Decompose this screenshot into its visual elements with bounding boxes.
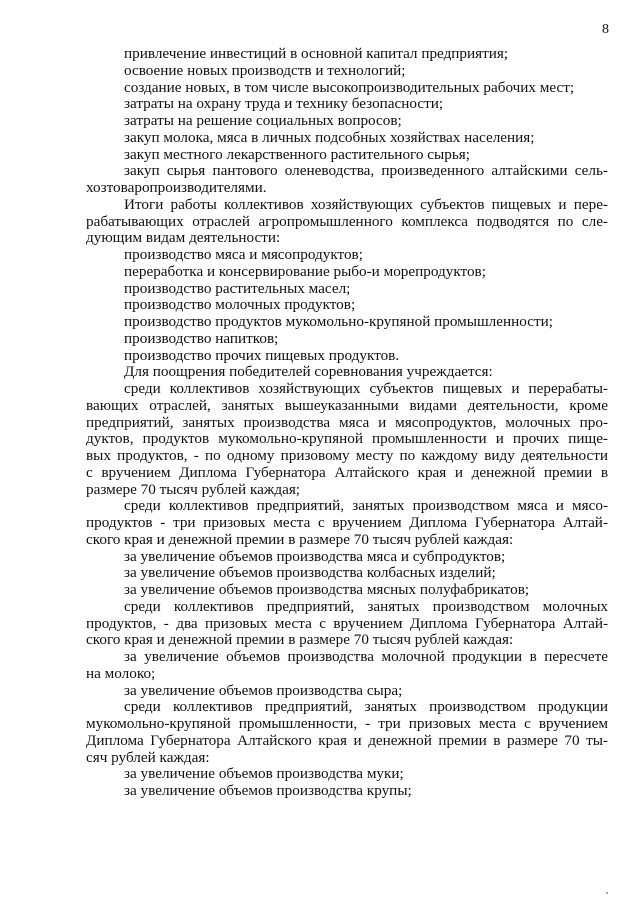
text-line: затраты на решение социальных вопросов; [124, 112, 402, 129]
text-line: среди коллективов предприятий, занятых производством молочных [124, 598, 608, 615]
text-line: ского края и денежной премии в размере 70 тысяч рублей каждая: [86, 530, 514, 548]
text-line: за увеличение объемов производства сыра; [124, 681, 403, 699]
text-line: закуп местного лекарственного растительного сырья; [124, 145, 470, 163]
text-line: на молоко; [86, 664, 156, 682]
text-line: Для поощрения победителей соревнования учреждается: [124, 363, 493, 381]
body-text [86, 46, 608, 800]
text-line: рабатывающих отраслей агропромышленного комплекса подводятся по сле- [86, 213, 608, 230]
text-line: производство молочных продуктов; [124, 296, 356, 314]
page-number: 8 [602, 22, 609, 37]
text-line: производство прочих пищевых продуктов. [124, 346, 400, 364]
text-line: за увеличение объемов производства крупы; [124, 782, 412, 799]
text-line: Диплома Губернатора Алтайского края и денежной премии в размере 70 ты- [86, 732, 608, 749]
text-line: переработка и консервирование рыбо-и морепродуктов; [124, 262, 486, 280]
text-line: освоение новых производств и технологий; [124, 61, 406, 79]
text-line: за увеличение объемов производства молочной продукции в пересчете [124, 649, 608, 665]
text-line: продуктов, - два призовых места с вручением Диплома Губернатора Алтай- [86, 615, 608, 632]
scan-speck [606, 892, 608, 894]
text-line: привлечение инвестиций в основной капитал предприятия; [124, 45, 509, 62]
text-line: среди коллективов предприятий, занятых производством продукции [124, 699, 608, 716]
text-line: мукомольно-крупяной промышленности, - три призовых места с вручением [86, 716, 608, 732]
text-line: вых продуктов, - по одному призовому месту по каждому виду деятельности [86, 448, 608, 464]
text-line: среди коллективов хозяйствующих субъектов пищевых и перерабаты- [124, 381, 608, 397]
text-line: с вручением Диплома Губернатора Алтайского края и денежной премии в [86, 464, 608, 481]
text-line: производство напитков; [124, 329, 279, 347]
text-line: закуп сырья пантового оленеводства, произведенного алтайскими сель- [124, 163, 608, 180]
text-line: за увеличение объемов производства мясных полуфабрикатов; [124, 581, 530, 598]
text-line: затраты на охрану труда и технику безопасности; [124, 95, 444, 113]
text-line: производство продуктов мукомольно-крупяной промышленности; [124, 313, 553, 330]
text-line: вающих отраслей, занятых вышеуказанными видами деятельности, кроме [86, 397, 608, 414]
text-line: за увеличение объемов производства мяса и субпродуктов; [124, 547, 506, 565]
text-line: закуп молока, мяса в личных подсобных хозяйствах населения; [124, 128, 535, 146]
text-line: за увеличение объемов производства муки; [124, 765, 404, 783]
text-line: создание новых, в том числе высокопроизводительных рабочих мест; [124, 78, 575, 96]
text-line: производство растительных масел; [124, 279, 351, 297]
text-line: сяч рублей каждая: [86, 748, 210, 766]
text-line: размере 70 тысяч рублей каждая; [86, 480, 301, 498]
text-line: предприятий, занятых производства мяса и мясопродуктов, молочных про- [86, 414, 608, 431]
text-line: за увеличение объемов производства колбасных изделий; [124, 564, 496, 582]
text-line: производство мяса и мясопродуктов; [124, 246, 363, 263]
text-line: ского края и денежной премии в размере 70 тысяч рублей каждая: [86, 631, 514, 649]
text-line: дующим видам деятельности: [86, 229, 281, 247]
text-line: среди коллективов предприятий, занятых производством мяса и мясо- [124, 498, 608, 515]
text-line: Итоги работы коллективов хозяйствующих субъектов пищевых и пере- [124, 196, 608, 213]
text-line: дуктов, продуктов мукомольно-крупяной промышленности и прочих пище- [86, 431, 608, 448]
text-line: хозтоваропроизводителями. [86, 179, 267, 196]
text-line: продуктов - три призовых места с вручением Диплома Губернатора Алтай- [86, 515, 608, 531]
